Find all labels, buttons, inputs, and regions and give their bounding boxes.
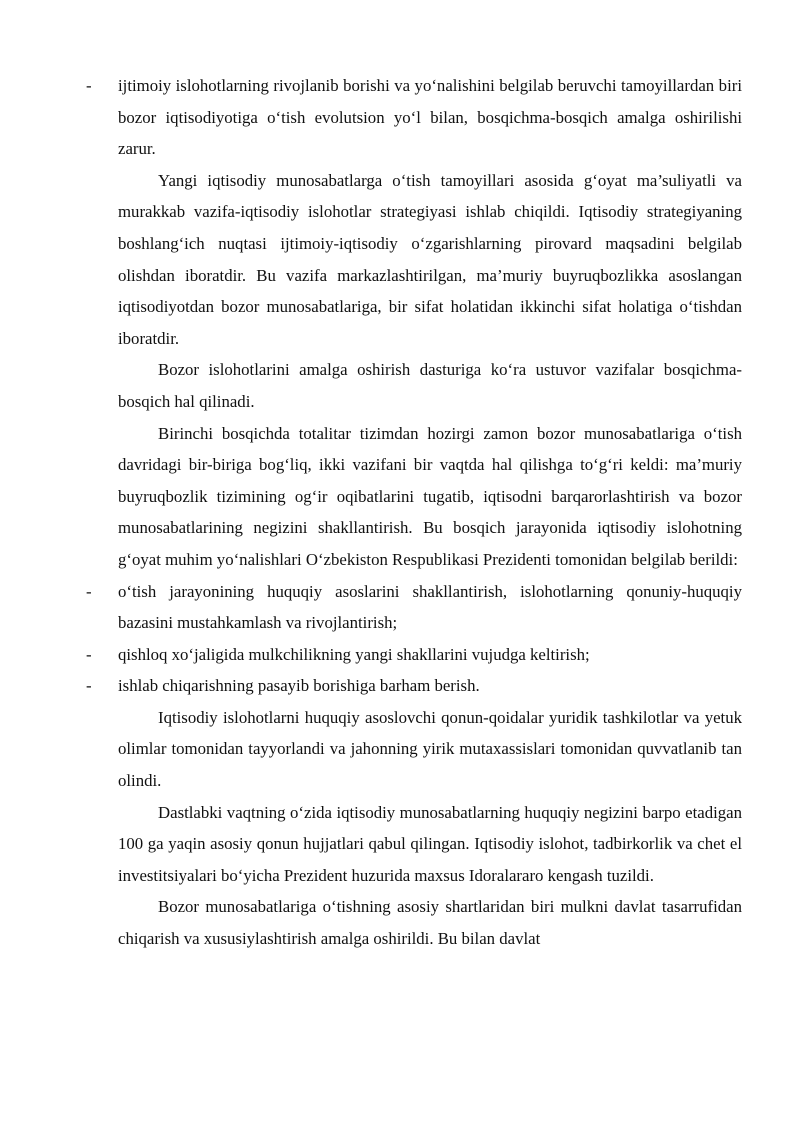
list-item [86,670,742,702]
document-body [86,70,742,955]
paragraph: Bozor munosabatlariga o‘tishning asosiy shartlaridan biri mulkni davlat tasarrufidan chiqarish va xususiylashtirish amalga oshirildi. Bu bilan davlat [118,897,742,949]
list-dash: - [86,676,92,696]
paragraph: Bozor islohotlarini amalga oshirish dasturiga ko‘ra ustuvor vazifalar bosqichma-bosqich hal qilinadi. [118,360,742,411]
paragraph: Birinchi bosqichda totalitar tizimdan hozirgi zamon bozor munosabatlariga o‘tish davridagi bir-biriga bog‘liq, ikki vazifani bir vaqtda hal qilishga to‘g‘ri keldi: ma’muriy buyruqbozlik tizimining og‘ir oqibatlarini tugatib, iqtisodni barqarorlashtirish va bozor munosabatlarining negizini shakllantirish. Bu bosqich jarayonida iqtisodiy islohotning g‘oyat muhim yo‘nalishlari O‘zbekiston Respublikasi Prezidenti tomonidan belgilab berildi: [118,423,742,569]
list-item-text: ishlab chiqarishning pasayib borishiga barham berish. [118,676,480,696]
list-dash: - [86,644,92,664]
paragraph: Dastlabki vaqtning o‘zida iqtisodiy munosabatlarning huquqiy negizini barpo etadigan 100 ga yaqin asosiy qonun hujjatlari qabul qilingan. Iqtisodiy islohot, tadbirkorlik va chet el investitsiyalari bo‘yicha Prezident huzurida maxsus Idoralararo kengash tuzildi. [118,802,742,885]
list-dash: - [86,581,92,601]
paragraph: Iqtisodiy islohotlarni huquqiy asoslovchi qonun-qoidalar yuridik tashkilotlar va yetuk olimlar tomonidan tayyorlandi va jahonning yirik mutaxassislari tomonidan quvvatlanib tan olindi. [118,707,742,791]
list-item-text: o‘tish jarayonining huquqiy asoslarini shakllantirish, islohotlarning qonuniy-huquqiy bazasini mustahkamlash va rivojlantirish; [118,581,742,633]
list-item-text: ijtimoiy islohotlarning rivojlanib borishi va yo‘nalishini belgilab beruvchi tamoyillardan biri bozor iqtisodiyotiga o‘tish evolutsion yo‘l bilan, bosqichma-bosqich amalga oshirilishi zarur. [118,76,742,159]
list-item [86,576,742,639]
list-dash: - [86,76,92,95]
list-item-text: qishloq xo‘jaligida mulkchilikning yangi shakllarini vujudga keltirish; [118,644,590,664]
list-item [86,70,742,165]
list-item [86,639,742,671]
paragraph: Yangi iqtisodiy munosabatlarga o‘tish tamoyillari asosida g‘oyat ma’suliyatli va murakkab vazifa-iqtisodiy islohotlar strategiyasi ishlab chiqildi. Iqtisodiy strategiyaning boshlang‘ich nuqtasi ijtimoiy-iqtisodiy o‘zgarishlarning pirovard maqsadini belgilab olishdan iboratdir. Bu vazifa markazlashtirilgan, ma’muriy buyruqbozlikka asoslangan iqtisodiyotdan bozor munosabatlariga, bir sifat holatidan ikkinchi sifat holatiga o‘tishdan iboratdir. [118,170,742,348]
